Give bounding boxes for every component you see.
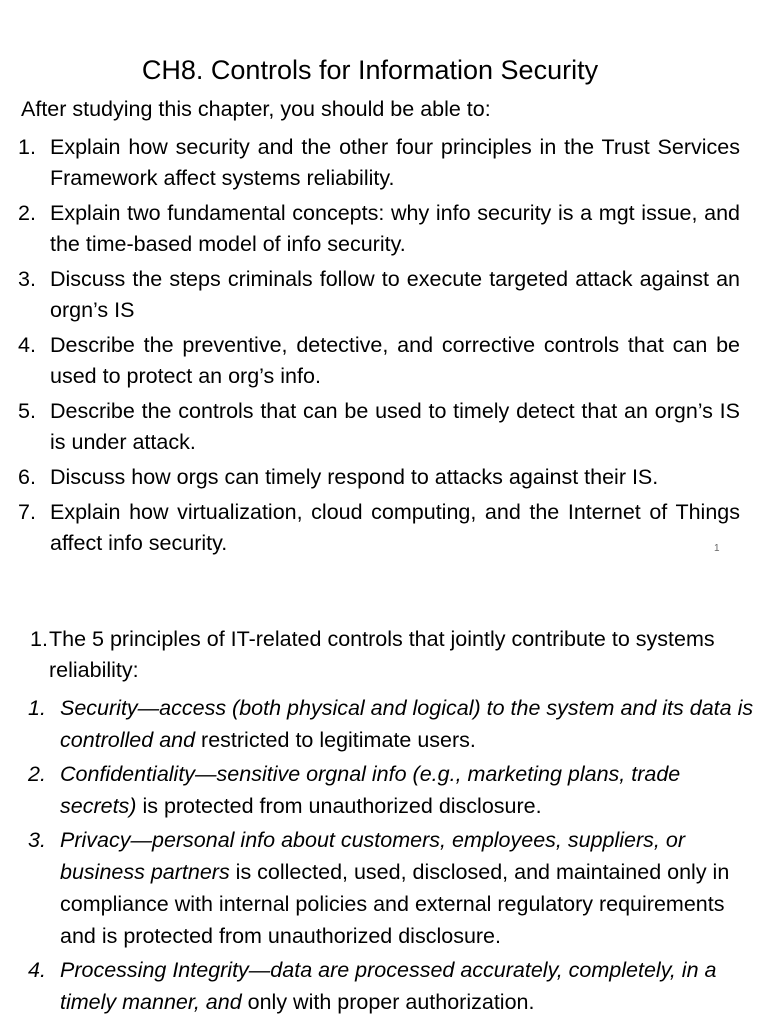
objective-text: Discuss the steps criminals follow to execute targeted attack against an orgn’s IS	[50, 267, 740, 322]
principle-description: only with proper authorization.	[241, 990, 535, 1014]
slide-title: CH8. Controls for Information Security	[141, 55, 599, 85]
slide-principles	[0, 610, 768, 1024]
principle-number: 1.	[28, 696, 46, 720]
heading-number: 1.	[30, 627, 48, 651]
objective-text: Describe the preventive, detective, and corrective controls that can be used to protect an org’s info.	[50, 333, 740, 388]
objective-item	[18, 330, 740, 392]
objective-text: Describe the controls that can be used to timely detect that an orgn’s IS is under attack.	[50, 399, 740, 454]
intro-text: After studying this chapter, you should be able to:	[21, 97, 491, 121]
objective-text: Explain how security and the other four principles in the Trust Services Framework affect systems reliability.	[50, 135, 740, 190]
principle-definition: Privacy—personal info about customers, employees, suppliers, or business partners	[60, 828, 685, 884]
principle-description: is collected, used, disclosed, and maintained only in compliance with internal policies and external regulatory requirements and is protected from unauthorized disclosure.	[60, 860, 730, 948]
objective-item	[18, 264, 740, 326]
objective-text: Discuss how orgs can timely respond to attacks against their IS.	[50, 465, 659, 489]
objective-item	[18, 462, 740, 493]
page-number: 1	[714, 543, 720, 554]
principle-description: is protected from unauthorized disclosure.	[136, 794, 542, 818]
principle-item	[28, 758, 758, 822]
objective-number: 1.	[18, 135, 36, 159]
principle-item	[28, 692, 758, 756]
principle-item	[28, 824, 758, 952]
objectives-list	[18, 132, 740, 563]
principle-definition: Security—access (both physical and logical) to the system and its data is controlled and	[60, 696, 754, 752]
principle-item	[28, 954, 758, 1018]
principle-description: restricted to legitimate users.	[195, 728, 476, 752]
principle-definition: Confidentiality—sensitive orgnal info (e.g., marketing plans, trade secrets)	[60, 762, 681, 818]
principle-number: 3.	[28, 828, 46, 852]
principles-heading	[30, 624, 750, 686]
objective-number: 4.	[18, 333, 36, 357]
objective-number: 6.	[18, 465, 36, 489]
objective-number: 5.	[18, 399, 36, 423]
principle-definition: Processing Integrity—data are processed accurately, completely, in a timely manner, and	[60, 958, 717, 1014]
objective-item	[18, 132, 740, 194]
principle-number: 4.	[28, 958, 46, 982]
objective-number: 3.	[18, 267, 36, 291]
principle-number: 2.	[28, 762, 46, 786]
objective-text: Explain how virtualization, cloud computing, and the Internet of Things affect info security.	[50, 500, 740, 555]
objective-text: Explain two fundamental concepts: why info security is a mgt issue, and the time-based model of info security.	[50, 201, 740, 256]
objective-number: 7.	[18, 500, 36, 524]
objective-item	[18, 198, 740, 260]
objective-item	[18, 497, 740, 559]
objective-item	[18, 396, 740, 458]
objective-number: 2.	[18, 201, 36, 225]
heading-text: The 5 principles of IT-related controls that jointly contribute to systems reliability:	[49, 627, 715, 682]
principles-list	[28, 692, 758, 1020]
